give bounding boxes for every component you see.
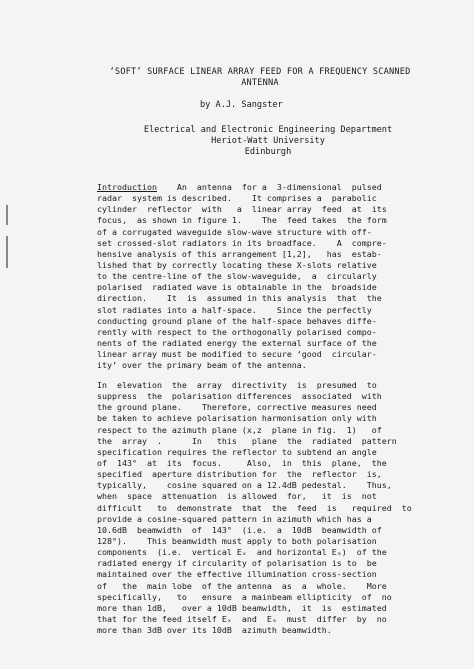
body-line: of a corrugated waveguide slow-wave structure with off- — [97, 226, 372, 237]
body-line: 10.6dB beamwidth of 143° (i.e. a 10dB beamwidth of — [97, 524, 382, 535]
body-line: that for the feed itself Eₓ and Eₔ must differ by no — [97, 613, 387, 624]
body-line: cylinder reflector with a linear array feed at its — [97, 204, 387, 215]
title-line: ANTENNA — [241, 78, 279, 89]
introduction-paragraph — [97, 182, 427, 371]
body-line — [97, 182, 427, 193]
body-line: maintained over the effective illumination cross-section — [97, 569, 377, 580]
body-line: of the main lobe of the antenna as a whole. More — [97, 580, 387, 591]
body-line: set crossed-slot radiators in its broadface. A compre- — [97, 237, 387, 248]
body-line: conducting ground plane of the half-space behaves diffe- — [97, 315, 377, 326]
margin-mark — [6, 236, 8, 268]
section-heading: Introduction — [97, 182, 157, 192]
margin-mark — [6, 205, 8, 225]
body-line: respect to the azimuth plane (x,z plane in fig. 1) of — [97, 424, 382, 435]
body-line: the array . In this plane the radiated pattern — [97, 435, 397, 446]
body-line: direction. It is assumed in this analysis that the — [97, 293, 382, 304]
body-line: In elevation the array directivity is presumed to — [97, 380, 377, 390]
body-paragraph — [97, 380, 427, 636]
body-line: linear array must be modified to secure ‘good circular- — [97, 349, 377, 360]
body-line: rently with respect to the orthogonally polarised compo- — [97, 326, 377, 337]
body-line: specified aperture distribution for the reflector is, — [97, 469, 382, 480]
body-line: when space attenuation is allowed for, it is not — [97, 491, 377, 502]
body-line: specifically, to ensure a mainbeam ellipticity of no — [97, 591, 392, 602]
body-line: nents of the radiated energy the external surface of the — [97, 337, 377, 348]
title-line: ‘SOFT’ SURFACE LINEAR ARRAY FEED FOR A FREQUENCY SCANNED — [109, 67, 411, 77]
body-line: radiated energy if circularity of polarisation is to be — [97, 558, 377, 569]
affiliation — [118, 124, 418, 157]
body-line: to the centre-line of the slow-waveguide, a circularly — [97, 271, 377, 282]
body-line: ity’ over the primary beam of the antenna. — [97, 360, 307, 371]
affiliation-line: Heriot-Watt University — [211, 136, 325, 147]
body-line: components (i.e. vertical Eₓ and horizontal Eₔ) of the — [97, 547, 387, 558]
body-line: focus, as shown in figure 1. The feed takes the form — [97, 215, 387, 226]
body-line: typically, cosine squared on a 12.4dB pedestal. Thus, — [97, 480, 392, 491]
body-line: suppress the polarisation differences associated with — [97, 391, 382, 402]
body-line: radar system is described. It comprises a parabolic — [97, 193, 377, 204]
body-line: the ground plane. Therefore, corrective measures need — [97, 402, 377, 413]
affiliation-line: Edinburgh — [244, 147, 292, 158]
body-line: of 143° at its focus. Also, in this plane, the — [97, 457, 387, 468]
body-line: hensive analysis of this arrangement [1,2], has estab- — [97, 248, 382, 259]
body-line: be taken to achieve polarisation harmonisation only with — [97, 413, 377, 424]
body-line: difficult to demonstrate that the feed is required to — [97, 502, 412, 513]
body-line: 128°). This beamwidth must apply to both polarisation — [97, 535, 377, 546]
body-text: An antenna for a 3-dimensional pulsed — [156, 182, 382, 192]
body-line: more than 1dB, over a 10dB beamwidth, it is estimated — [97, 602, 387, 613]
affiliation-line: Electrical and Electronic Engineering Department — [143, 125, 393, 135]
body-line: specification requires the reflector to subtend an angle — [97, 446, 377, 457]
body-line: lished that by correctly locating these X-slots relative — [97, 259, 377, 270]
body-line: provide a cosine-squared pattern in azimuth which has a — [97, 513, 372, 524]
paper-title — [95, 66, 425, 88]
author-line: by A.J. Sangster — [200, 100, 283, 110]
body-line: slot radiates into a half-space. Since the perfectly — [97, 304, 372, 315]
body-line: more than 3dB over its 10dB azimuth beamwidth. — [97, 625, 332, 636]
body-line: polarised radiated wave is obtainable in the broadside — [97, 282, 377, 293]
